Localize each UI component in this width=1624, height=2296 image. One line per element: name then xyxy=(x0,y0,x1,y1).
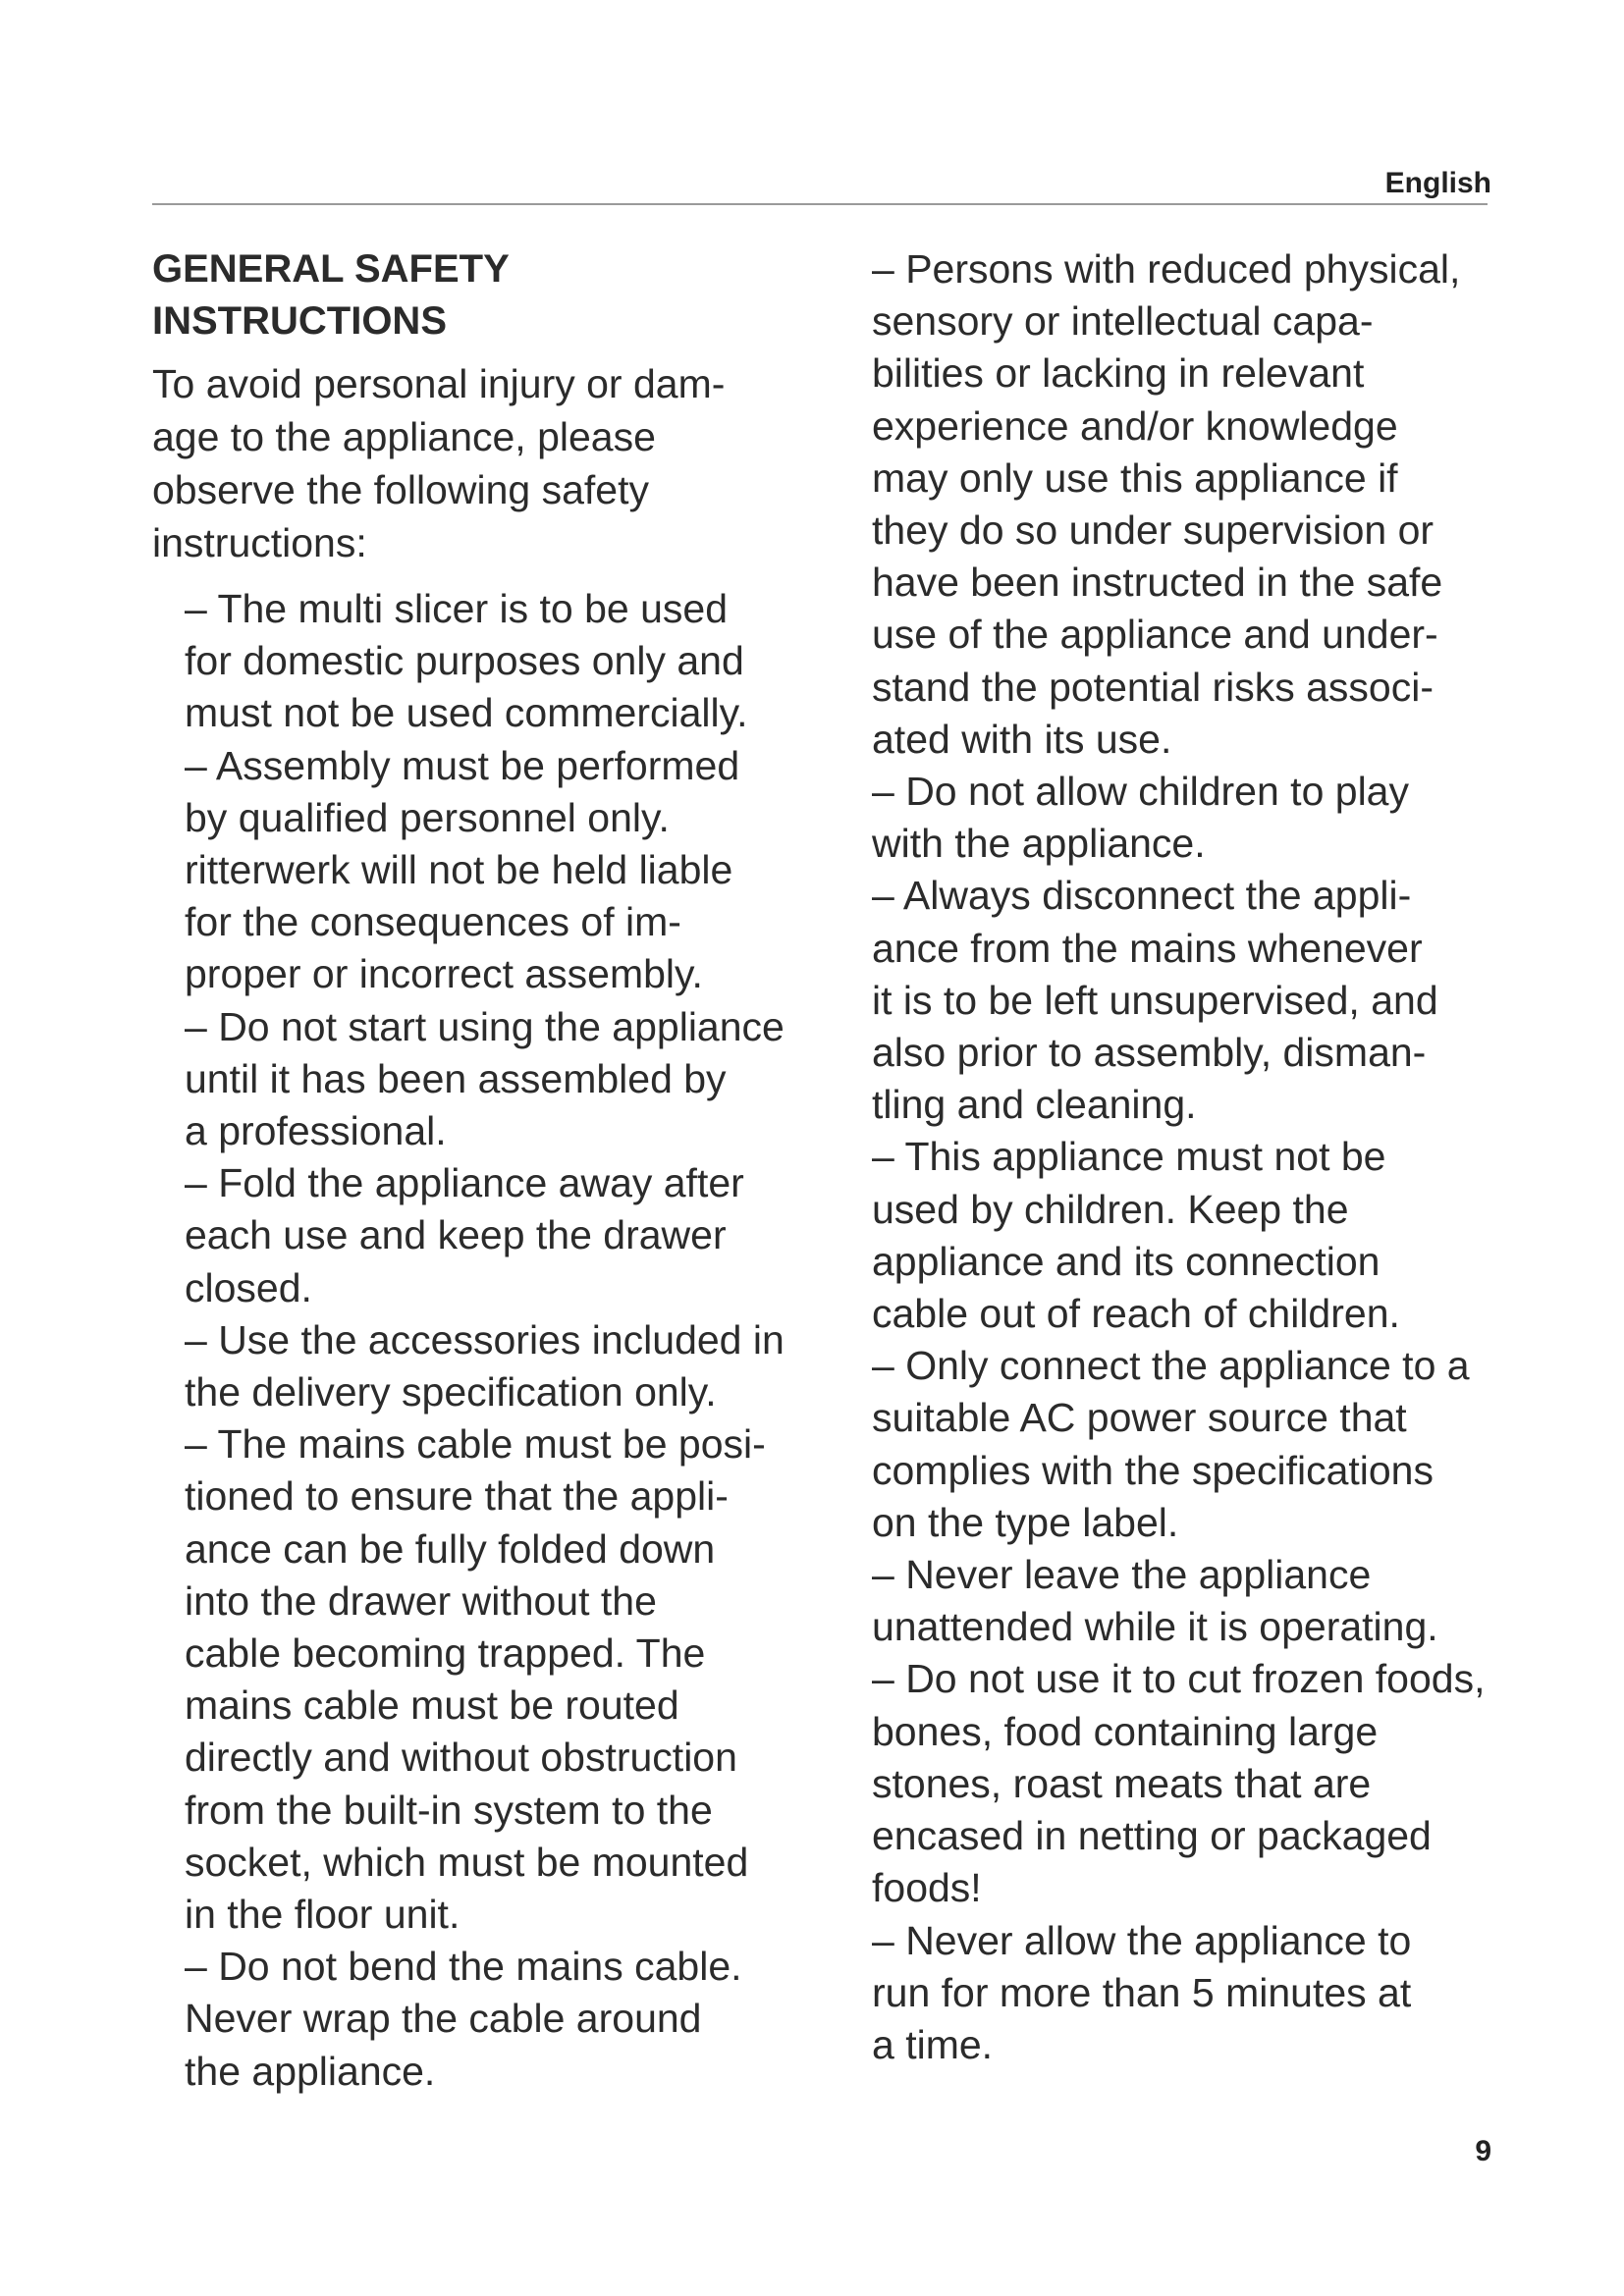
header-language: English xyxy=(1384,167,1491,199)
instruction-item: – Assembly must be performed by qualified personnel only. ritterwerk will not be held liable for the consequences of im- proper or incorrect assembly. xyxy=(185,742,740,997)
instruction-item: – Use the accessories included in the delivery specification only. xyxy=(185,1316,785,1415)
left-instruction-list xyxy=(185,583,839,2098)
instruction-item: – Do not use it to cut frozen foods, bones, food containing large stones, roast meats that are encased in netting or packaged foods! xyxy=(872,1656,1486,1911)
instruction-item: – Fold the appliance away after each use and keep the drawer closed. xyxy=(185,1160,744,1310)
left-column xyxy=(152,243,839,2098)
instruction-item: – Always disconnect the appli- ance from the mains whenever it is to be left unsupervised, and also prior to assembly, disman- tling and cleaning. xyxy=(872,873,1438,1128)
instruction-item: – The multi slicer is to be used for domestic purposes only and must not be used commercially. xyxy=(185,586,748,736)
instruction-item: – Never allow the appliance to run for more than 5 minutes at a time. xyxy=(872,1917,1412,2067)
section-title: GENERAL SAFETY INSTRUCTIONS xyxy=(152,247,510,343)
instruction-item: – Persons with reduced physical, sensory or intellectual capa- bilities or lacking in relevant experience and/or knowledge may only use this appliance if they do so under supervision or have been instructed in the safe use of the appliance and under- stand the potential risks associ- ated with its use. xyxy=(872,246,1461,762)
page-number: 9 xyxy=(1475,2135,1491,2167)
instruction-item: – The mains cable must be posi- tioned to ensure that the appli- ance can be fully folded down into the drawer without the cable becoming trapped. The mains cable must be routed directly and without obstruction from the built-in system to the socket, which must be mounted in the floor unit. xyxy=(185,1421,766,1938)
instruction-item: – Never leave the appliance unattended while it is operating. xyxy=(872,1552,1438,1650)
instruction-item: – Do not bend the mains cable. Never wrap the cable around the appliance. xyxy=(185,1944,742,2094)
right-instruction-list xyxy=(872,243,1549,2071)
instruction-item: – Only connect the appliance to a suitable AC power source that complies with the specifications on the type label. xyxy=(872,1343,1470,1545)
instruction-item: – This appliance must not be used by children. Keep the appliance and its connection cable out of reach of children. xyxy=(872,1134,1400,1337)
header-divider xyxy=(152,203,1488,205)
instruction-item: – Do not start using the appliance until it has been assembled by a professional. xyxy=(185,1003,785,1154)
instruction-item: – Do not allow children to play with the appliance. xyxy=(872,769,1409,867)
right-column xyxy=(872,243,1549,2071)
section-intro: To avoid personal injury or dam- age to the appliance, please observe the following safety instructions: xyxy=(152,361,726,565)
